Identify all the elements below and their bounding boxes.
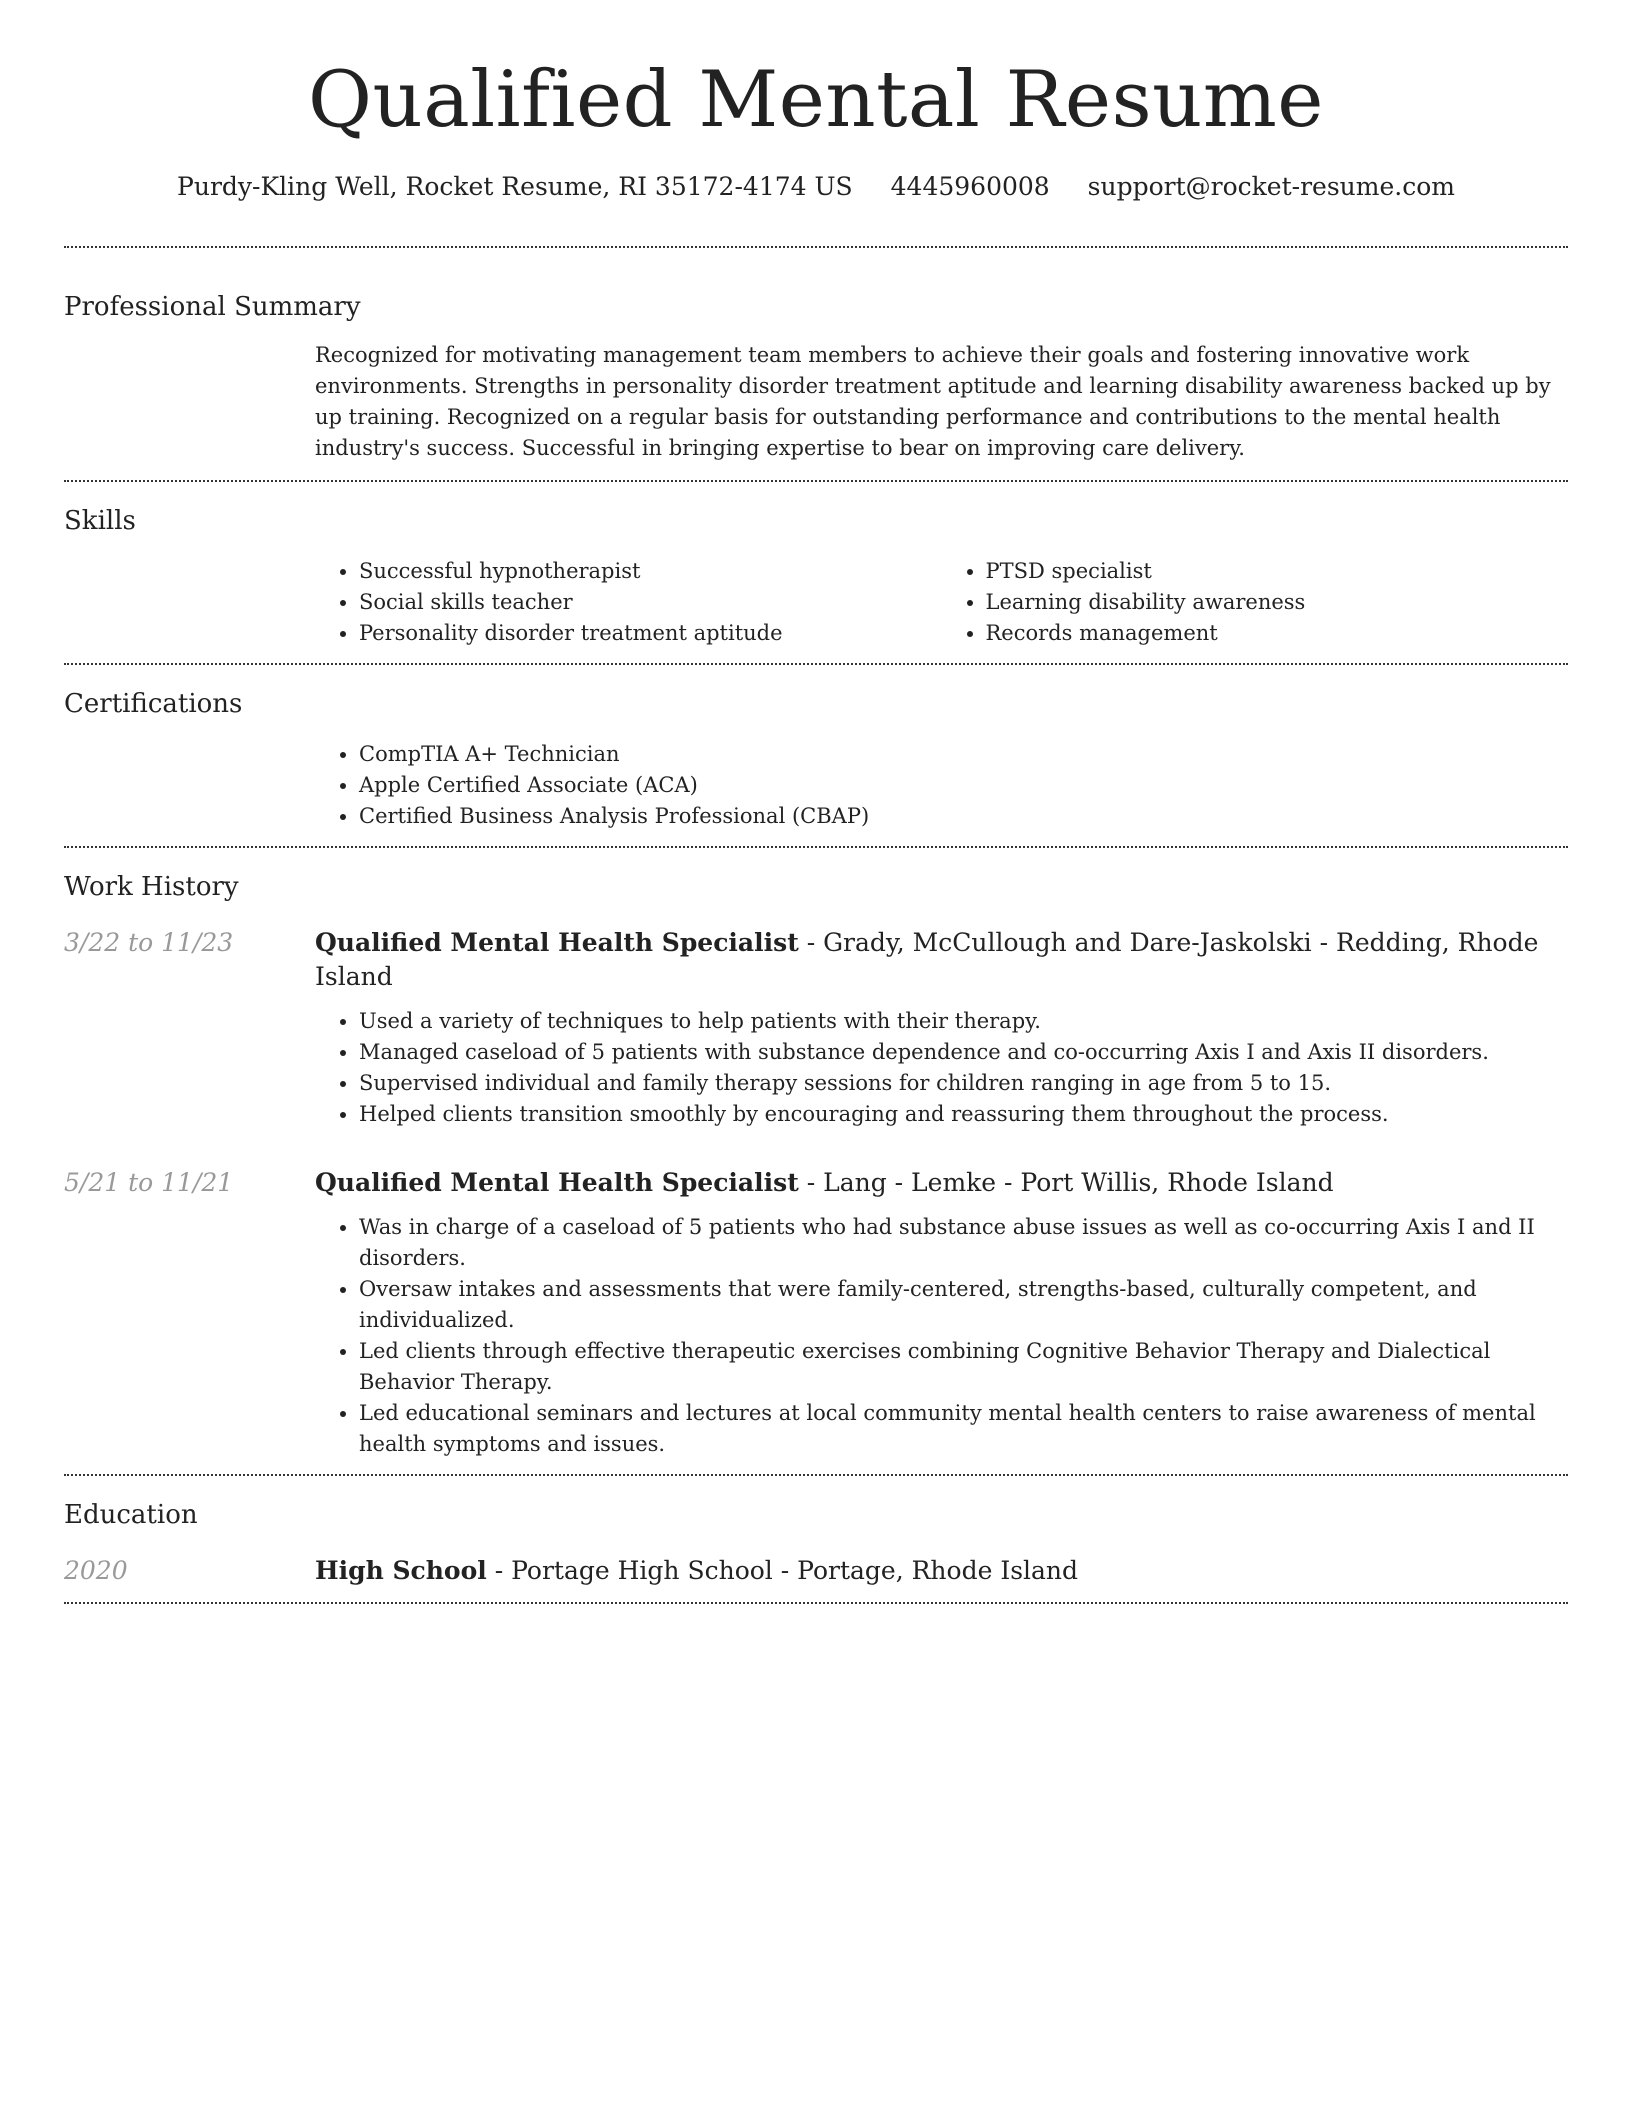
job-title: Qualified Mental Health Specialist [315,928,799,957]
job-bullet: • Oversaw intakes and assessments that were family-centered, strengths-based, culturally competent, and individualized. [359,1274,1568,1336]
skills-section [64,482,1568,663]
education-heading [315,1554,1568,1588]
section-divider [64,1602,1568,1604]
skill-item: • Social skills teacher [359,587,942,618]
job-bullets [315,1212,1568,1460]
skill-item: • Personality disorder treatment aptitude [359,618,942,649]
education-entry [64,1554,1568,1588]
education-school-location: - Portage High School - Portage, Rhode Island [486,1556,1079,1585]
certifications-body [315,739,1568,832]
job-bullet: • Supervised individual and family therapy sessions for children ranging in age from 5 to 15. [359,1068,1568,1099]
job-bullet: • Led clients through effective therapeutic exercises combining Cognitive Behavior Therapy and Dialectical Behavior Therapy. [359,1336,1568,1398]
job-title: Qualified Mental Health Specialist [315,1168,799,1197]
job-bullet: • Managed caseload of 5 patients with substance dependence and co-occurring Axis I and Axis II disorders. [359,1037,1568,1068]
education-date: 2020 [64,1556,128,1585]
job-bullet: • Led educational seminars and lectures at local community mental health centers to raise awareness of mental health symptoms and issues. [359,1398,1568,1460]
summary-section [64,248,1568,480]
certifications-list [315,739,1568,832]
job-entry [64,1166,1568,1460]
contact-address: Purdy-Kling Well, Rocket Resume, RI 35172-4174 US [177,172,853,201]
job-details [315,1166,1568,1460]
contact-line [64,170,1568,204]
skills-columns [315,556,1568,649]
skill-item: • PTSD specialist [986,556,1569,587]
education-degree: High School [315,1556,487,1585]
work-history-title: Work History [64,872,239,902]
job-bullet: • Used a variety of techniques to help patients with their therapy. [359,1006,1568,1037]
work-history-section [64,848,1568,1474]
job-dates: 3/22 to 11/23 [64,928,234,957]
certification-item: • Certified Business Analysis Professional (CBAP) [359,801,1568,832]
skill-item: • Records management [986,618,1569,649]
job-heading [315,926,1568,994]
job-bullets [315,1006,1568,1130]
education-title: Education [64,1500,198,1530]
certifications-title: Certifications [64,689,243,719]
candidate-name: Qualified Mental Resume [308,55,1324,145]
summary-title: Professional Summary [64,292,361,322]
job-entry [64,926,1568,1130]
skills-list-left [315,556,942,649]
certifications-section [64,665,1568,846]
skill-item: • Learning disability awareness [986,587,1569,618]
job-employer-location: - Lang - Lemke - Port Willis, Rhode Island [798,1168,1334,1197]
job-heading [315,1166,1568,1200]
contact-email: support@rocket-resume.com [1087,172,1455,201]
summary-text: Recognized for motivating management team members to achieve their goals and fostering innovative work environments. Strengths in personality disorder treatment aptitude and learning disability awareness backed up by up training. Recognized on a regular basis for outstanding performance and contributions to the mental health industry's success. Successful in bringing expertise to bear on improving care delivery. [315,343,1551,460]
resume-header [64,0,1568,204]
skill-item: • Successful hypnotherapist [359,556,942,587]
job-dates: 5/21 to 11/21 [64,1168,234,1197]
certification-item: • Apple Certified Associate (ACA) [359,770,1568,801]
skills-list-right [942,556,1569,649]
job-bullet: • Was in charge of a caseload of 5 patients who had substance abuse issues as well as co-occurring Axis I and II disorders. [359,1212,1568,1274]
job-bullet: • Helped clients transition smoothly by encouraging and reassuring them throughout the process. [359,1099,1568,1130]
education-section [64,1476,1568,1602]
skills-title: Skills [64,506,136,536]
certification-item: • CompTIA A+ Technician [359,739,1568,770]
job-employer-location: - Grady, McCullough and Dare-Jaskolski - Redding, Rhode Island [315,928,1539,991]
job-details [315,926,1568,1130]
contact-phone: 4445960008 [890,172,1050,201]
education-details [315,1554,1568,1588]
